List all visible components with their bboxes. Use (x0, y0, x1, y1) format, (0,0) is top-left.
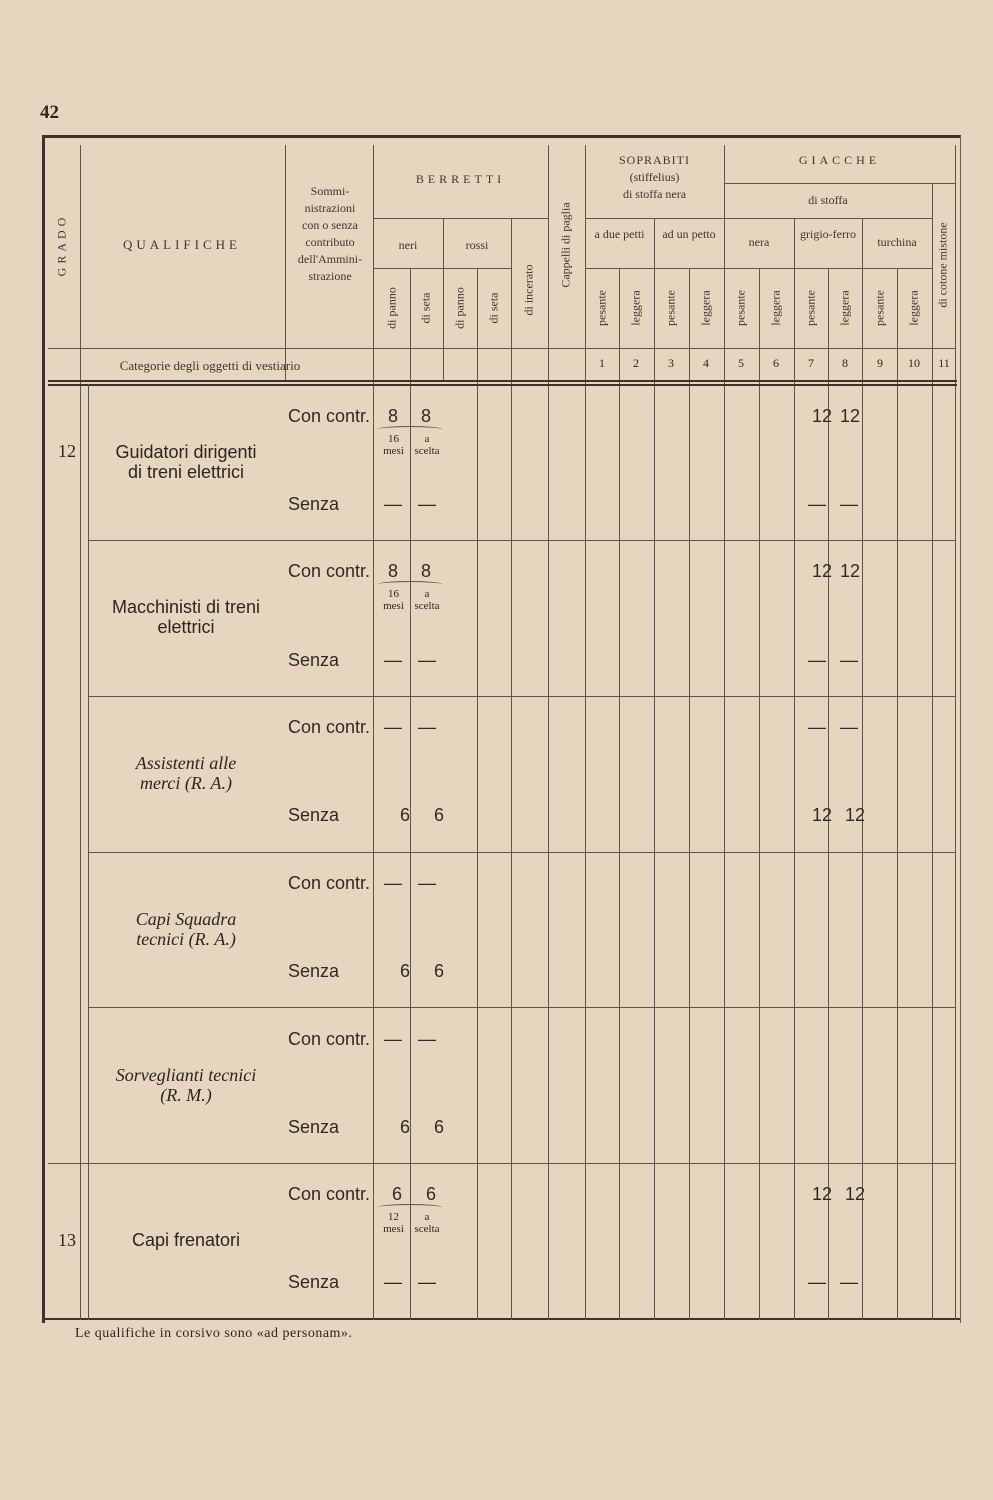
con-contr-label: Con contr. (288, 873, 371, 893)
qualifica-cell: Guidatori dirigenti di treni elettrici (115, 442, 257, 482)
page-number: 42 (40, 102, 59, 123)
category-number: 5 (738, 356, 744, 370)
col-3-pesante: pesante (663, 290, 678, 326)
neri-panno-value: — (384, 873, 402, 893)
neri-panno-value: 6 (400, 1117, 411, 1137)
qualifica-cell: Macchinisti di treni elettrici (111, 597, 261, 637)
neri-seta-value: — (418, 1029, 436, 1049)
di-stoffa-header: di stoffa (808, 193, 848, 207)
col-5-pesante: pesante (733, 290, 748, 326)
qualifica-cell: Capi Squadra tecnici (R. A.) (135, 909, 237, 949)
qualifica-cell: Sorveglianti tecnici (R. M.) (115, 1065, 257, 1105)
grado-header: GRADO (54, 213, 69, 277)
giacca-grigio-pesante-value: 12 (812, 561, 833, 581)
brace (377, 581, 443, 588)
category-number: 4 (703, 356, 709, 370)
neri-seta-value: — (418, 873, 436, 893)
con-contr-label: Con contr. (288, 1029, 371, 1049)
grigio-ferro-header: grigio-ferro (800, 227, 856, 241)
neri-panno-value: — (384, 717, 402, 737)
neri-panno-value: — (384, 650, 402, 670)
choice-note: a scelta (414, 433, 440, 457)
giacche-header: GIACCHE (798, 153, 881, 167)
incerato-header: di incerato (521, 264, 536, 316)
neri-panno-value: — (384, 1029, 402, 1049)
stiffelius-header: (stiffelius) (629, 170, 680, 184)
giacca-grigio-leggera-value: — (840, 494, 858, 514)
giacca-grigio-pesante-value: — (808, 1272, 826, 1292)
grado-cell: 12 (58, 441, 76, 461)
senza-label: Senza (288, 805, 340, 825)
senza-label: Senza (288, 1117, 340, 1137)
neri-seta-value: 6 (434, 805, 445, 825)
category-number: 3 (668, 356, 674, 370)
neri-panno-value: 8 (388, 406, 399, 426)
con-contr-label: Con contr. (288, 717, 371, 737)
neri-seta-value: — (418, 650, 436, 670)
brace (377, 426, 443, 433)
qualifica-cell: Assistenti alle merci (R. A.) (135, 753, 237, 793)
duration-note: 16 mesi (383, 433, 404, 457)
cotone-mistone-header: di cotone mistone (935, 222, 950, 308)
un-petto-header: ad un petto (662, 227, 716, 241)
giacca-grigio-leggera-value: — (840, 717, 858, 737)
giacca-grigio-pesante-value: 12 (812, 406, 833, 426)
neri-seta-value: 6 (426, 1184, 437, 1204)
rossi-seta-header: di seta (486, 292, 501, 324)
con-contr-label: Con contr. (288, 561, 371, 581)
category-number: 7 (808, 356, 814, 370)
categorie-label: Categorie degli oggetti di vestiario (119, 358, 301, 373)
neri-panno-value: — (384, 494, 402, 514)
neri-panno-value: 8 (388, 561, 399, 581)
choice-note: a scelta (414, 1211, 440, 1235)
soprabiti-header: SOPRABITI (618, 153, 690, 167)
senza-label: Senza (288, 650, 340, 670)
neri-seta-value: 6 (434, 961, 445, 981)
giacca-grigio-pesante-value: — (808, 494, 826, 514)
duration-note: 12 mesi (383, 1211, 404, 1235)
senza-label: Senza (288, 961, 340, 981)
category-number: 1 (599, 356, 605, 370)
col-2-leggera: leggera (628, 290, 643, 326)
col-9-pesante: pesante (872, 290, 887, 326)
neri-panno-header: di panno (384, 287, 399, 329)
col-6-leggera: leggera (768, 290, 783, 326)
neri-seta-value: — (418, 717, 436, 737)
neri-seta-value: 6 (434, 1117, 445, 1137)
giacca-grigio-pesante-value: 12 (812, 1184, 833, 1204)
cappelli-header: Cappelli di paglia (558, 202, 573, 288)
giacca-grigio-leggera-value: 12 (840, 561, 861, 581)
category-number: 2 (633, 356, 639, 370)
category-number: 10 (908, 356, 920, 370)
category-number: 6 (773, 356, 779, 370)
footnote: Le qualifiche in corsivo sono «ad personam». (75, 1326, 353, 1341)
neri-panno-value: — (384, 1272, 402, 1292)
giacca-grigio-leggera-value: — (840, 650, 858, 670)
con-contr-label: Con contr. (288, 1184, 371, 1204)
neri-panno-value: 6 (392, 1184, 403, 1204)
rossi-header: rossi (465, 238, 489, 252)
col-8-leggera: leggera (837, 290, 852, 326)
senza-label: Senza (288, 494, 340, 514)
senza-label: Senza (288, 1272, 340, 1292)
neri-seta-value: — (418, 1272, 436, 1292)
col-10-leggera: leggera (906, 290, 921, 326)
neri-panno-value: 6 (400, 961, 411, 981)
rossi-panno-header: di panno (452, 287, 467, 329)
col-7-pesante: pesante (803, 290, 818, 326)
grado-cell: 13 (58, 1230, 76, 1250)
neri-seta-header: di seta (418, 292, 433, 324)
neri-panno-value: 6 (400, 805, 411, 825)
category-number: 11 (938, 356, 950, 370)
neri-header: neri (398, 238, 418, 252)
con-contr-label: Con contr. (288, 406, 371, 426)
brace (377, 1204, 443, 1211)
category-number: 9 (877, 356, 883, 370)
giacca-grigio-leggera-value: — (840, 1272, 858, 1292)
giacca-grigio-leggera-value: 12 (845, 1184, 866, 1204)
neri-seta-value: — (418, 494, 436, 514)
qualifica-cell: Capi frenatori (131, 1230, 241, 1250)
giacca-grigio-pesante-value: 12 (812, 805, 833, 825)
nera-header: nera (748, 235, 770, 249)
neri-seta-value: 8 (421, 406, 432, 426)
stoffa-nera-header: di stoffa nera (622, 187, 687, 201)
table-bottom-rule (42, 1318, 960, 1320)
neri-seta-value: 8 (421, 561, 432, 581)
choice-note: a scelta (414, 588, 440, 612)
giacca-grigio-leggera-value: 12 (845, 805, 866, 825)
turchina-header: turchina (877, 235, 917, 249)
due-petti-header: a due petti (594, 227, 645, 241)
col-1-pesante: pesante (594, 290, 609, 326)
duration-note: 16 mesi (383, 588, 404, 612)
berretti-header: BERRETTI (415, 172, 506, 186)
giacca-grigio-leggera-value: 12 (840, 406, 861, 426)
giacca-grigio-pesante-value: — (808, 717, 826, 737)
category-number: 8 (842, 356, 848, 370)
somministrazioni-header: Sommi- nistrazioni con o senza contributo dell'Ammini- strazione (297, 184, 363, 283)
giacca-grigio-pesante-value: — (808, 650, 826, 670)
col-4-leggera: leggera (698, 290, 713, 326)
qualifiche-header: QUALIFICHE (123, 237, 241, 252)
